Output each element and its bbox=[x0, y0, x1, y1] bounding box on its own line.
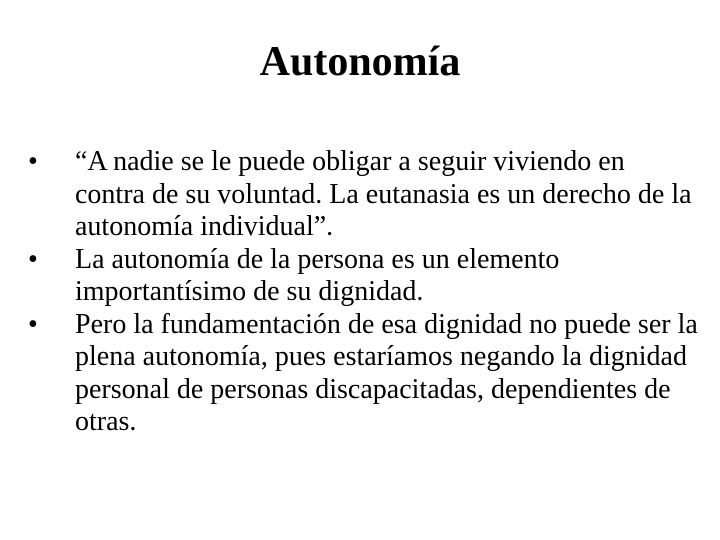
slide-title: Autonomía bbox=[259, 39, 461, 85]
bullet-icon: • bbox=[28, 146, 38, 177]
bullet-text-2: La autonomía de la persona es un elemento importantísimo de su dignidad. bbox=[75, 243, 560, 307]
bullet-text-1: “A nadie se le puede obligar a seguir viviendo en contra de su voluntad. La eutanasia es un derecho de la autonomía individual”. bbox=[75, 146, 692, 242]
bullet-list bbox=[28, 146, 700, 439]
bullet-icon: • bbox=[28, 243, 38, 275]
bullet-item-3 bbox=[28, 309, 700, 439]
bullet-text-3: Pero la fundamentación de esa dignidad no puede ser la plena autonomía, pues estaríamos negando la dignidad personal de personas discapacitadas, dependientes de otras. bbox=[75, 308, 698, 437]
bullet-item-2 bbox=[28, 244, 700, 309]
bullet-icon: • bbox=[28, 308, 38, 340]
bullet-item-1 bbox=[28, 146, 700, 244]
